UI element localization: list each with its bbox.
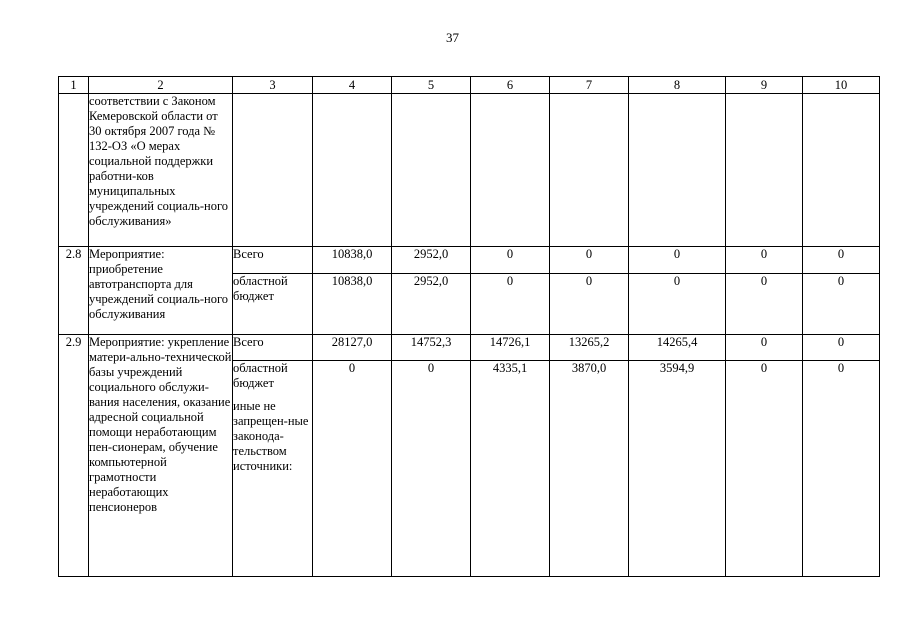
funding-source-cell <box>233 361 313 577</box>
empty-cell <box>550 94 629 247</box>
value-cell: 14726,1 <box>471 335 550 361</box>
value-cell: 10838,0 <box>313 274 392 335</box>
empty-cell <box>313 94 392 247</box>
header-cell: 8 <box>629 77 726 94</box>
value-cell: 0 <box>550 247 629 274</box>
row-number-cell <box>59 94 89 247</box>
funding-source-label: Всего <box>233 335 313 361</box>
table-row-2-9-total <box>59 335 880 361</box>
empty-cell <box>629 94 726 247</box>
value-cell: 0 <box>726 274 803 335</box>
value-cell: 0 <box>629 247 726 274</box>
header-cell: 3 <box>233 77 313 94</box>
header-cell: 4 <box>313 77 392 94</box>
value-cell: 0 <box>726 361 803 577</box>
value-cell: 10838,0 <box>313 247 392 274</box>
value-cell: 13265,2 <box>550 335 629 361</box>
header-cell: 9 <box>726 77 803 94</box>
value-cell: 0 <box>726 247 803 274</box>
header-cell: 2 <box>89 77 233 94</box>
measure-name: Мероприятие: укрепление матери-ально-технической базы учреждений социального обслужи-вания населения, оказание адресной социальной помощи неработающим пен-сионерам, обучение компьютерной грамотности неработающих пенсионеров <box>89 335 233 577</box>
value-cell: 0 <box>803 335 880 361</box>
value-cell: 0 <box>803 247 880 274</box>
value-cell: 2952,0 <box>392 274 471 335</box>
value-cell: 0 <box>629 274 726 335</box>
empty-cell <box>803 94 880 247</box>
value-cell: 14752,3 <box>392 335 471 361</box>
value-cell: 0 <box>471 247 550 274</box>
header-cell: 10 <box>803 77 880 94</box>
funding-source-label: областной бюджет <box>233 274 313 335</box>
value-cell: 0 <box>313 361 392 577</box>
page-number: 37 <box>446 30 459 45</box>
value-cell: 0 <box>392 361 471 577</box>
funding-source-label: Всего <box>233 247 313 274</box>
value-cell: 3594,9 <box>629 361 726 577</box>
value-cell: 0 <box>803 274 880 335</box>
funding-source-label: областной бюджет <box>233 361 288 390</box>
value-cell: 0 <box>471 274 550 335</box>
empty-cell <box>233 94 313 247</box>
measure-name: Мероприятие: приобретение автотранспорта для учреждений социаль-ного обслуживания <box>89 247 233 335</box>
row-number: 2.8 <box>59 247 89 335</box>
header-cell: 1 <box>59 77 89 94</box>
header-cell: 7 <box>550 77 629 94</box>
table-row-continuation <box>59 94 880 247</box>
value-cell: 0 <box>550 274 629 335</box>
empty-cell <box>471 94 550 247</box>
value-cell: 0 <box>726 335 803 361</box>
empty-cell <box>726 94 803 247</box>
row-number: 2.9 <box>59 335 89 577</box>
funding-source-label: иные не запрещен-ные законода-тельством источники: <box>233 399 309 473</box>
header-row <box>59 77 880 94</box>
value-cell: 14265,4 <box>629 335 726 361</box>
table-row-2-8-total <box>59 247 880 274</box>
program-table <box>58 76 880 577</box>
empty-cell <box>392 94 471 247</box>
value-cell: 4335,1 <box>471 361 550 577</box>
value-cell: 2952,0 <box>392 247 471 274</box>
header-cell: 5 <box>392 77 471 94</box>
value-cell: 28127,0 <box>313 335 392 361</box>
value-cell: 3870,0 <box>550 361 629 577</box>
measure-name: соответствии с Законом Кемеровской области от 30 октября 2007 года № 132-ОЗ «О мерах социальной поддержки работни-ков муниципальных учреждений социаль-ного обслуживания» <box>89 94 233 247</box>
value-cell: 0 <box>803 361 880 577</box>
header-cell: 6 <box>471 77 550 94</box>
